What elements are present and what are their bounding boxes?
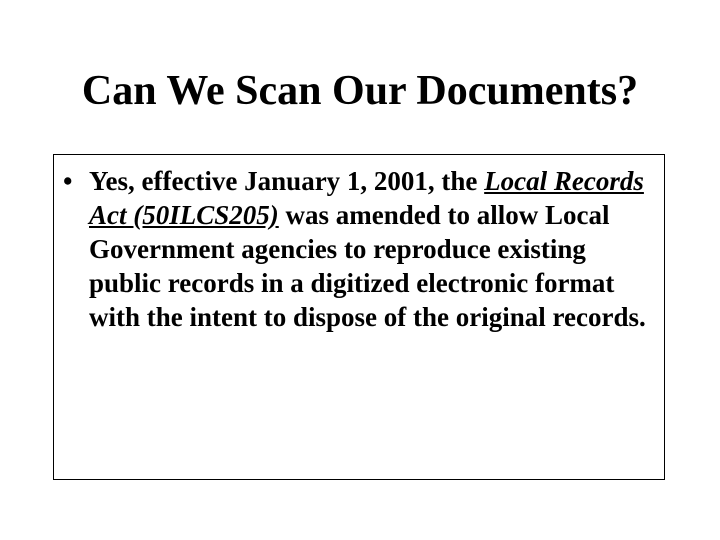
content-box bbox=[53, 154, 665, 480]
bullet-text bbox=[89, 164, 664, 334]
bullet-text-before: Yes, effective January 1, 2001, the bbox=[89, 166, 485, 196]
bullet-marker: • bbox=[63, 166, 73, 196]
bullet-text-after: was amended to allow Local Government agencies to reproduce existing public records in a digitized electronic format with the intent to dispose of the original records. bbox=[89, 200, 646, 332]
act-reference: Local Records Act (50ILCS205) bbox=[89, 166, 644, 230]
slide-title: Can We Scan Our Documents? bbox=[81, 68, 639, 114]
